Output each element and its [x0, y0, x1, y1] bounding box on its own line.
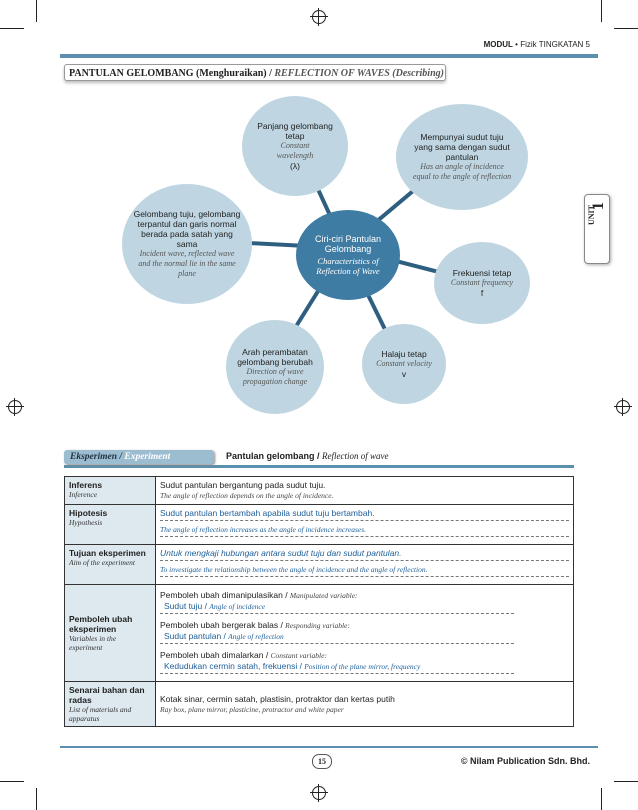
value-ms: Sudut pantulan bergantung pada sudut tuju.	[160, 480, 326, 490]
constant-variable	[160, 650, 569, 674]
row-header-aim	[65, 545, 156, 585]
answer-line-en: To investigate the relationship between the angle of incidence and the angle of reflection.	[160, 565, 569, 577]
row-header-inference	[65, 477, 156, 505]
label-ms: Pemboleh ubah bergerak balas /	[160, 620, 283, 630]
node-symbol: (λ)	[290, 161, 300, 171]
module-bullet: •	[515, 40, 518, 49]
mindmap-node-angle	[396, 104, 528, 210]
module-subject: Fizik TINGKATAN 5	[520, 40, 590, 49]
answer-en: Angle of incidence	[209, 602, 266, 611]
mindmap-node-frequency	[434, 242, 530, 324]
value-ms: Kotak sinar, cermin satah, plastisin, protraktor dan kertas putih	[160, 693, 395, 704]
experiment-title-ms: Pantulan gelombang /	[226, 451, 320, 461]
answer-ms: Kedudukan cermin satah, frekuensi /	[164, 661, 302, 671]
label-en: Manipulated variable:	[289, 591, 358, 600]
table-row	[65, 682, 574, 727]
table-row	[65, 585, 574, 682]
label-en: Responding variable:	[285, 621, 350, 630]
row-value-inference	[156, 477, 574, 505]
answer-line-ms: Untuk mengkaji hubungan antara sudut tuju dan sudut pantulan.	[160, 548, 569, 561]
row-header-en: Hypothesis	[69, 518, 103, 527]
answer-ms: Sudut tuju /	[164, 601, 208, 611]
node-text-en: Constant wavelength	[276, 141, 314, 160]
crop-mark	[614, 781, 638, 782]
crop-mark	[0, 781, 24, 782]
row-header-ms: Pemboleh ubah eksperimen	[69, 614, 133, 634]
node-text-ms: Mempunyai sudut tuju yang sama dengan sudut pantulan	[414, 132, 510, 162]
experiment-table	[64, 476, 574, 727]
node-text-en: Incident wave, reflected wave and the normal lie in the same plane	[138, 249, 236, 278]
row-value-aim	[156, 545, 574, 585]
answer-line-en: The angle of reflection increases as the angle of incidence increases.	[160, 525, 569, 537]
row-header-variables	[65, 585, 156, 682]
node-text-en: Direction of wave propagation change	[242, 367, 308, 386]
unit-label: UNIT	[587, 204, 596, 225]
answer-en: Angle of reflection	[228, 632, 284, 641]
experiment-tag	[64, 450, 214, 464]
row-header-hypothesis	[65, 505, 156, 545]
center-text-en: Characteristics of Reflection of Wave	[316, 256, 380, 276]
footer-rule	[60, 746, 598, 748]
mindmap-node-direction	[226, 320, 324, 414]
module-label: MODUL	[483, 40, 513, 49]
section-title-en: REFLECTION OF WAVES (Describing)	[274, 68, 444, 79]
unit-number: 1	[590, 202, 607, 210]
row-header-ms: Hipotesis	[69, 508, 108, 518]
node-text-ms: Arah perambatan gelombang berubah	[237, 347, 313, 367]
node-text-ms: Panjang gelombang tetap	[257, 121, 333, 141]
table-row	[65, 477, 574, 505]
experiment-tag-ms: Eksperimen	[70, 452, 117, 462]
answer-line	[160, 631, 514, 644]
manipulated-variable	[160, 590, 569, 614]
row-value-variables	[156, 585, 574, 682]
experiment-title-en: Reflection of wave	[322, 451, 389, 461]
row-header-ms: Inferens	[69, 480, 103, 490]
value-en: Ray box, plane mirror, plasticine, protractor and white paper	[160, 704, 344, 714]
answer-en: Position of the plane mirror, frequency	[304, 662, 421, 671]
mindmap-node-wavelength	[242, 96, 348, 196]
node-text-ms: Gelombang tuju, gelombang terpantul dan garis normal berada pada satah yang sama	[133, 209, 241, 249]
row-value-materials	[156, 682, 574, 727]
page-number: 15	[312, 754, 332, 769]
answer-line	[160, 601, 514, 614]
publisher-credit: © Nilam Publication Sdn. Bhd.	[460, 756, 590, 766]
mindmap-center-node	[296, 210, 400, 300]
crop-mark	[36, 788, 37, 810]
node-symbol: v	[401, 369, 407, 379]
answer-line	[160, 661, 514, 674]
node-text-en: Constant velocity	[376, 359, 432, 368]
table-row	[65, 545, 574, 585]
mindmap-node-velocity	[362, 324, 446, 404]
answer-ms: Sudut pantulan /	[164, 631, 226, 641]
row-header-materials	[65, 682, 156, 727]
node-text-ms: Halaju tetap	[381, 349, 427, 359]
registration-mark-icon	[312, 786, 326, 800]
row-header-ms: Tujuan eksperimen	[69, 548, 146, 558]
experiment-tag-sep: /	[116, 452, 125, 462]
label-en: Constant variable:	[270, 651, 327, 660]
node-symbol: f	[480, 288, 484, 298]
responding-variable	[160, 620, 569, 644]
node-text-en: Has an angle of incidence equal to the angle of reflection	[412, 162, 512, 181]
row-value-hypothesis	[156, 505, 574, 545]
node-text-en: Constant frequency	[450, 278, 514, 287]
crop-mark	[601, 788, 602, 810]
row-header-ms: Senarai bahan dan radas	[69, 685, 145, 705]
label-ms: Pemboleh ubah dimanipulasikan /	[160, 590, 288, 600]
value-en: The angle of reflection depends on the angle of incidence.	[160, 491, 334, 500]
mindmap-node-plane	[122, 184, 252, 304]
experiment-title	[226, 451, 389, 461]
label-ms: Pemboleh ubah dimalarkan /	[160, 650, 269, 660]
answer-line-ms: Sudut pantulan bertambah apabila sudut tuju bertambah.	[160, 508, 569, 521]
table-row	[65, 505, 574, 545]
section-title-ms: PANTULAN GELOMBANG (Menghuraikan) /	[69, 68, 272, 79]
row-header-en: Inference	[69, 490, 98, 499]
experiment-tag-en: Experiment	[124, 452, 171, 462]
row-header-en: Aim of the experiment	[69, 558, 136, 567]
row-header-en: Variables in the experiment	[69, 634, 117, 652]
center-text-ms: Ciri-ciri Pantulan Gelombang	[314, 234, 382, 254]
row-header-en: List of materials and apparatus	[69, 705, 132, 723]
node-text-ms: Frekuensi tetap	[452, 268, 512, 278]
